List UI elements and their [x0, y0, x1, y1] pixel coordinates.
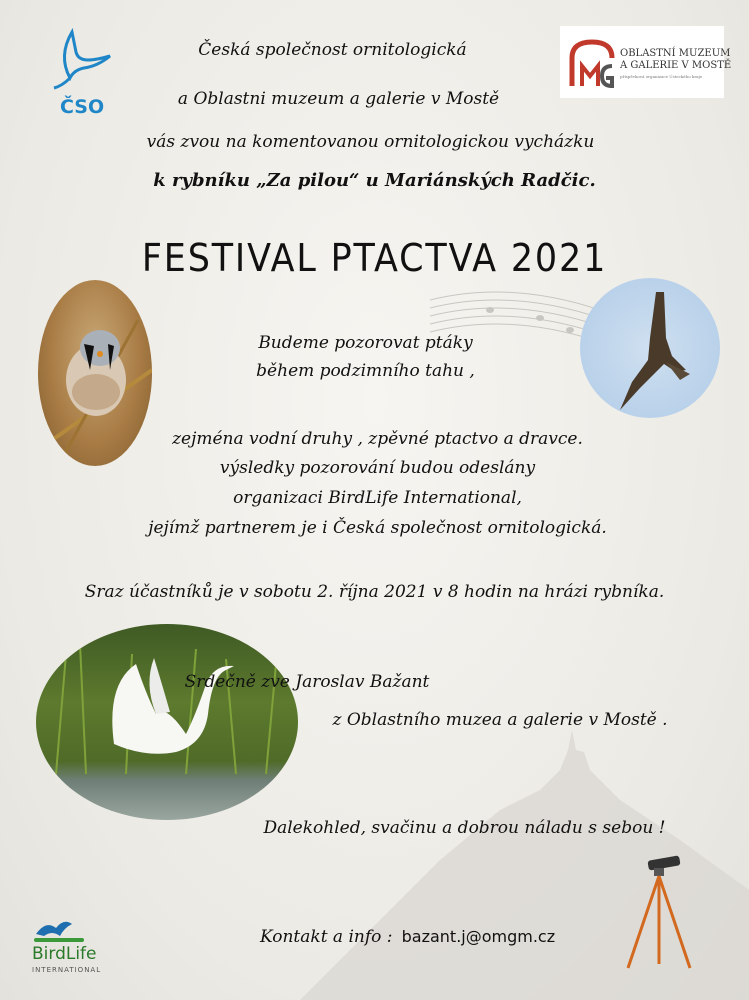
- p2-line4: jejímž partnerem je i Česká společnost ornitologická.: [148, 518, 607, 538]
- cso-text: ČSO: [60, 96, 105, 118]
- p1-line1: Budeme pozorovat ptáky: [258, 333, 473, 353]
- p2-line1: zejména vodní druhy , zpěvné ptactvo a dravce.: [172, 429, 583, 449]
- invite-signature-1: Srdečně zve Jaroslav Bažant: [184, 672, 430, 692]
- museum-line: a Oblastni muzeum a galerie v Mostě: [177, 89, 500, 109]
- contact-label: Kontakt a info :: [260, 927, 393, 947]
- music-staff-decoration: [430, 280, 600, 370]
- invite-line: vás zvou na komentovanou ornitologickou vycházku: [146, 132, 595, 152]
- egret-photo: [36, 624, 298, 820]
- contact-line: [260, 927, 555, 947]
- meeting-line: Sraz účastníků je v sobotu 2. října 2021 v 8 hodin na hrázi rybníka.: [84, 582, 665, 602]
- birdlife-text: BirdLife: [32, 944, 97, 964]
- p2-line2: výsledky pozorování budou odeslány: [219, 458, 536, 478]
- invite-signature-2: z Oblastního muzea a galerie v Mostě .: [332, 710, 668, 730]
- museum-name-line1: OBLASTNÍ MUZEUM: [620, 48, 731, 59]
- museum-name-line2: A GALERIE V MOSTĚ: [620, 60, 732, 71]
- cso-bird-icon: [48, 26, 118, 96]
- birdlife-bird-icon: [34, 918, 74, 940]
- bring-line: Dalekohled, svačinu a dobrou náladu s sebou !: [263, 818, 666, 838]
- org-line: Česká společnost ornitologická: [198, 40, 467, 60]
- p1-line2: během podzimního tahu ,: [256, 361, 475, 381]
- contact-email[interactable]: bazant.j@omgm.cz: [401, 927, 556, 946]
- birdlife-logo: [30, 918, 120, 982]
- museum-logo: [560, 26, 732, 98]
- festival-title: FESTIVAL PTACTVA 2021: [141, 236, 608, 280]
- museum-subline: příspěvková organizace Ústeckého kraje: [620, 74, 703, 79]
- birdlife-wave: [34, 938, 84, 942]
- telescope-icon: [614, 852, 704, 972]
- location-line: k rybníku „Za pilou“ u Mariánských Radčic.: [153, 170, 596, 191]
- p2-line3: organizaci BirdLife International,: [233, 488, 522, 508]
- birdlife-sub: INTERNATIONAL: [32, 966, 102, 974]
